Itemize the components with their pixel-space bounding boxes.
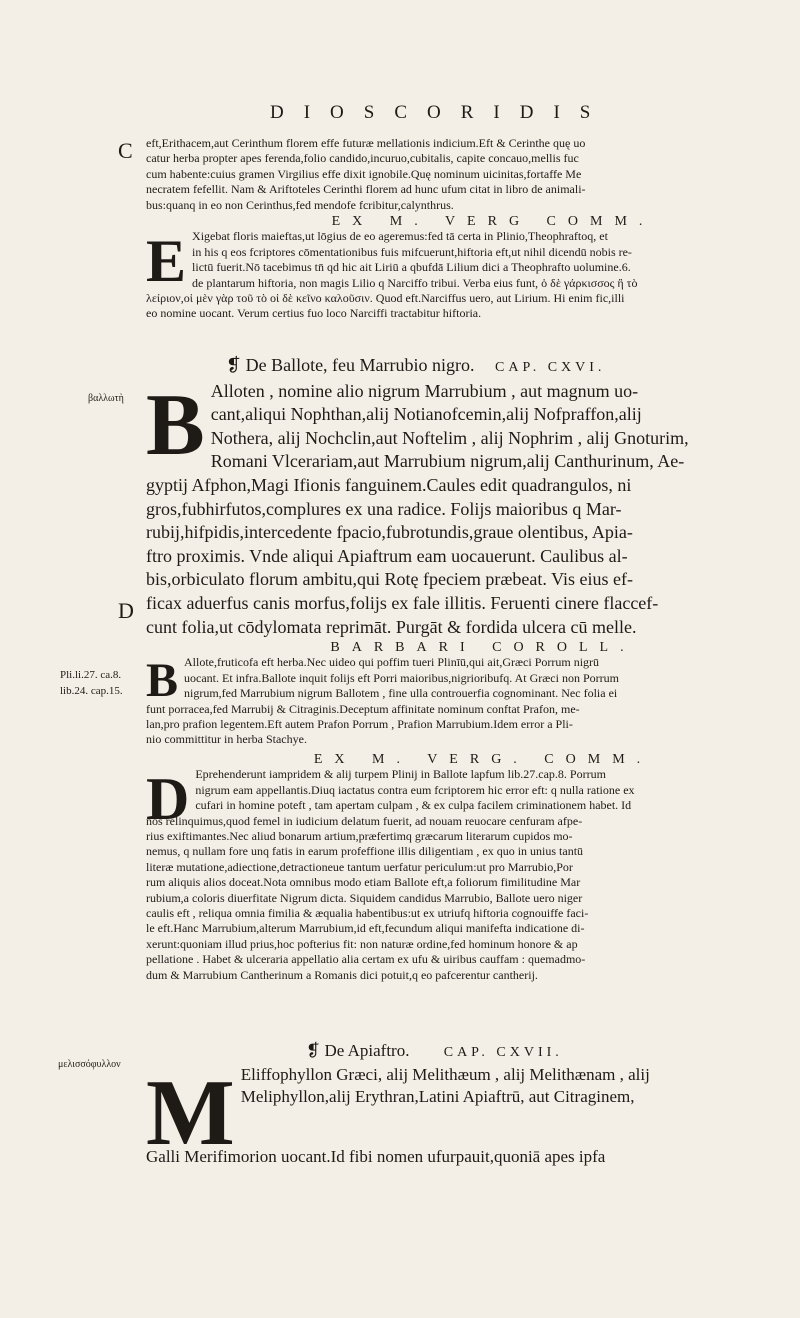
drop-cap-m: M — [146, 1061, 235, 1165]
text-line: cufari in homine poteft , tam apertam culpam , & ex culpa facilem criminationem habet. Id — [195, 798, 632, 813]
text-line: Eliffophyllon Græci, alij Melithæum , alij Melithænam , alij — [240, 1065, 650, 1084]
text-line: in his q eos fcriptores cōmentationibus fuis mifcuerunt,hiftoria eft,ut nihil dicendū nobis re- — [192, 244, 632, 259]
margin-greek-ballote: βαλλωτὴ — [88, 393, 124, 404]
text-line: le eft.Hanc Marrubium,alterum Marrubium,id eft,fecundum aliqui manifefta indicatione di- — [146, 921, 585, 936]
text-line: rubij,hifpidis,intercedente fpacio,fubrotundis,graue olentibus, Apia- — [146, 522, 633, 543]
text-line: rius exiftimantes.Nec aliud bonarum artium,præfertimq græcarum literarum cupidos mo- — [146, 829, 573, 844]
chapter-number: CAP. CXVI. — [495, 360, 606, 375]
chapter-number: CAP. CXVII. — [443, 1045, 563, 1060]
text-line: Romani Vlcerariam,aut Marrubium nigrum,alij Canthurinum, Ae- — [210, 451, 685, 472]
commentary-virgil-2 — [146, 752, 780, 983]
running-title: DIOSCORIDIS — [270, 102, 611, 123]
text-line: λείριον,οἱ μὲν γὰρ τοῦ τὸ οἱ δὲ κεῖνο καλοῦσιν. Quod eft.Narciffus uero, aut Lirium. Hi enim fic,illi — [146, 291, 625, 306]
text-line: ficax aduerfus canis morfus,folijs ex fale illitis. Feruenti cinere flaccef- — [146, 592, 659, 613]
text-line: nemus, q nullam fore unq fatis in earum profeffione illis diligentiam , ex quo in unius tantū — [146, 844, 584, 859]
text-line: Allote,fruticofa eft herba.Nec uideo qui poffim tueri Plinīū,qui ait,Græci Porrum nigrū — [184, 655, 600, 670]
drop-cap-b: B — [146, 376, 205, 474]
opening-paragraph — [146, 136, 780, 213]
text-line: literæ mutatione,adiectione,detractioneue tantum uerfatur periculum:ut pro Marrubio,Por — [146, 859, 573, 874]
chapter-heading — [146, 1040, 780, 1064]
text-line: dum & Marrubium Cantherinum a Romanis dici potuit,q eo pafcerentur cantherij. — [146, 967, 538, 982]
chapter-title: ❡ De Apiaftro. — [306, 1041, 410, 1060]
chapter-116 — [146, 354, 780, 639]
margin-pliny-ref-2: lib.24. cap.15. — [60, 685, 123, 697]
text-line: gyptij Afphon,Magi Ifionis fanguinem.Caules edit quadrangulos, ni — [146, 474, 632, 495]
text-line: funt porracea,fed Marrubij & Citraginis.Deceptum affinitate nominum conftat Prafon, me- — [146, 701, 580, 716]
text-line: nio committitur in herba Stachye. — [146, 732, 307, 747]
margin-pliny-ref-1: Pli.li.27. ca.8. — [60, 669, 122, 681]
text-line: Meliphyllon,alij Erythran,Latini Apiaftrū, aut Citraginem, — [240, 1087, 635, 1106]
barbari-corollarium — [146, 640, 780, 748]
text-line: uocant. Et infra.Ballote inquit folijs eft Porri maioribus,nigrioribufq. At Græci non Porrum — [184, 670, 619, 685]
drop-cap-b-small: B — [146, 654, 179, 708]
drop-cap-d: D — [146, 766, 190, 833]
corollarium-heading: BARBARI COROLL. — [330, 640, 636, 655]
text-line: nigrum eam appellantis.Diuq iactatus contra eum fcriptorem hic error eft: q nulla ratione ex — [195, 782, 635, 797]
text-line: pellatione . Habet & ulceraria appellatio alia certam ex ufu & uiribus cauffam : quemadmo- — [146, 952, 586, 967]
text-line: caulis eft , reliqua omnia fimilia & æqualia habentibus:ut ex utriufq hiftoria cognouiffe faci- — [146, 906, 589, 921]
text-line: lictū fuerit.Nō tacebimus tn̄ qd hic ait Liriū a qbufdā Lilium dici a Theophrafto uolumine.6. — [192, 260, 631, 275]
text-line: ftro proximis. Vnde aliqui Apiaftrum eam uocauerunt. Caulibus al- — [146, 545, 628, 566]
text-line: Eprehenderunt iampridem & alij turpem Plinij in Ballote lapfum lib.27.cap.8. Porrum — [195, 767, 606, 782]
text-line: rubium,a coloris diuerfitate Nigrum dicta. Siquidem candidus Marrubio, Ballote uero niger — [146, 890, 583, 905]
text-line: cum habente:cuius gramen Virgilius effe dixit ignobile.Quę nominum uicinitas,fortaffe Me — [146, 166, 582, 181]
chapter-heading — [146, 354, 780, 380]
text-line: catur herba propter apes ferenda,folio candido,incuruo,cubitalis, capite concauo,mellis fuc — [146, 151, 579, 166]
commentary-heading: EX M. VERG COMM. — [331, 214, 655, 229]
text-line: bis,orbiculato florum ambitu,qui Rotę fpeciem præbeat. Vis eius ef- — [146, 569, 633, 590]
text-line: rum aliquis alios doceat.Nota omnibus modo etiam Ballote eft,a foliorum fimilitudine Mar — [146, 875, 581, 890]
chapter-title: ❡ De Ballote, feu Marrubio nigro. — [226, 355, 475, 375]
text-line: necratem fefellit. Nam & Ariftoteles Cerinthi florem ad hunc ufum citat in libro de animali- — [146, 182, 586, 197]
text-line: lan,pro prafion legentem.Eft autem Prafon Porrum , Prafion Marrubium.Idem error a Pli- — [146, 717, 573, 732]
text-line: nos relinquimus,quod femel in iudicium delatum fuerit, ad nouam reuocare cenfuram afpe- — [146, 813, 583, 828]
text-line: xerunt:quoniam illud prius,hoc pofterius fit: non naturæ ordine,fed hominum honore & ap — [146, 936, 578, 951]
text-line: Alloten , nomine alio nigrum Marrubium , aut magnum uo- — [210, 380, 639, 401]
chapter-117 — [146, 1040, 780, 1168]
commentary-virgil-1 — [146, 214, 780, 322]
text-line: eo nomine uocant. Verum certius fuo loco Narciffi tractabitur hiftoria. — [146, 306, 482, 321]
margin-greek-melissophyllon: μελισσόφυλλον — [58, 1059, 121, 1070]
text-line: nigrum,fed Marrubium nigrum Ballotem , fine ulla controuerfia cognominant. Nec folia ei — [184, 686, 618, 701]
text-line: cunt folia,ut cōdylomata reprimāt. Purgāt & fordida ulcera cū melle. — [146, 616, 637, 637]
text-line: eft,Erithacem,aut Cerinthum florem effe futuræ mellationis indicium.Eft & Cerinthe quę uo — [146, 136, 586, 150]
text-line: Nothera, alij Nochclin,aut Noftelim , alij Nophrim , alij Gnoturim, — [210, 427, 689, 448]
text-line: Xigebat floris maieftas,ut lōgius de eo ageremus:fed tā certa in Plinio,Theophraftoq, et — [192, 229, 608, 244]
drop-cap-e: E — [146, 228, 187, 295]
text-line: Galli Merifimorion uocant.Id fibi nomen ufurpauit,quoniā apes ipfa — [146, 1147, 606, 1166]
commentary-heading: EX M. VERG. COMM. — [313, 752, 653, 767]
text-line: cant,aliqui Nophthan,alij Notianofcemin,alij Nofpraffon,alij — [210, 404, 642, 425]
margin-letter-c: C — [118, 138, 133, 163]
text-line: bus:quanq in eo non Cerinthus,fed mendofe fcribitur,calynthrus. — [146, 197, 454, 212]
text-line: de plantarum hiftoria, non magis Lilio q Narciffo tribui. Verba eius funt, ὁ δὲ γάρκισσος ἢ τὸ — [192, 275, 638, 290]
text-line: gros,fubhirfutos,complures ex una radice. Folijs maioribus q Mar- — [146, 498, 622, 519]
margin-letter-d: D — [118, 598, 134, 623]
